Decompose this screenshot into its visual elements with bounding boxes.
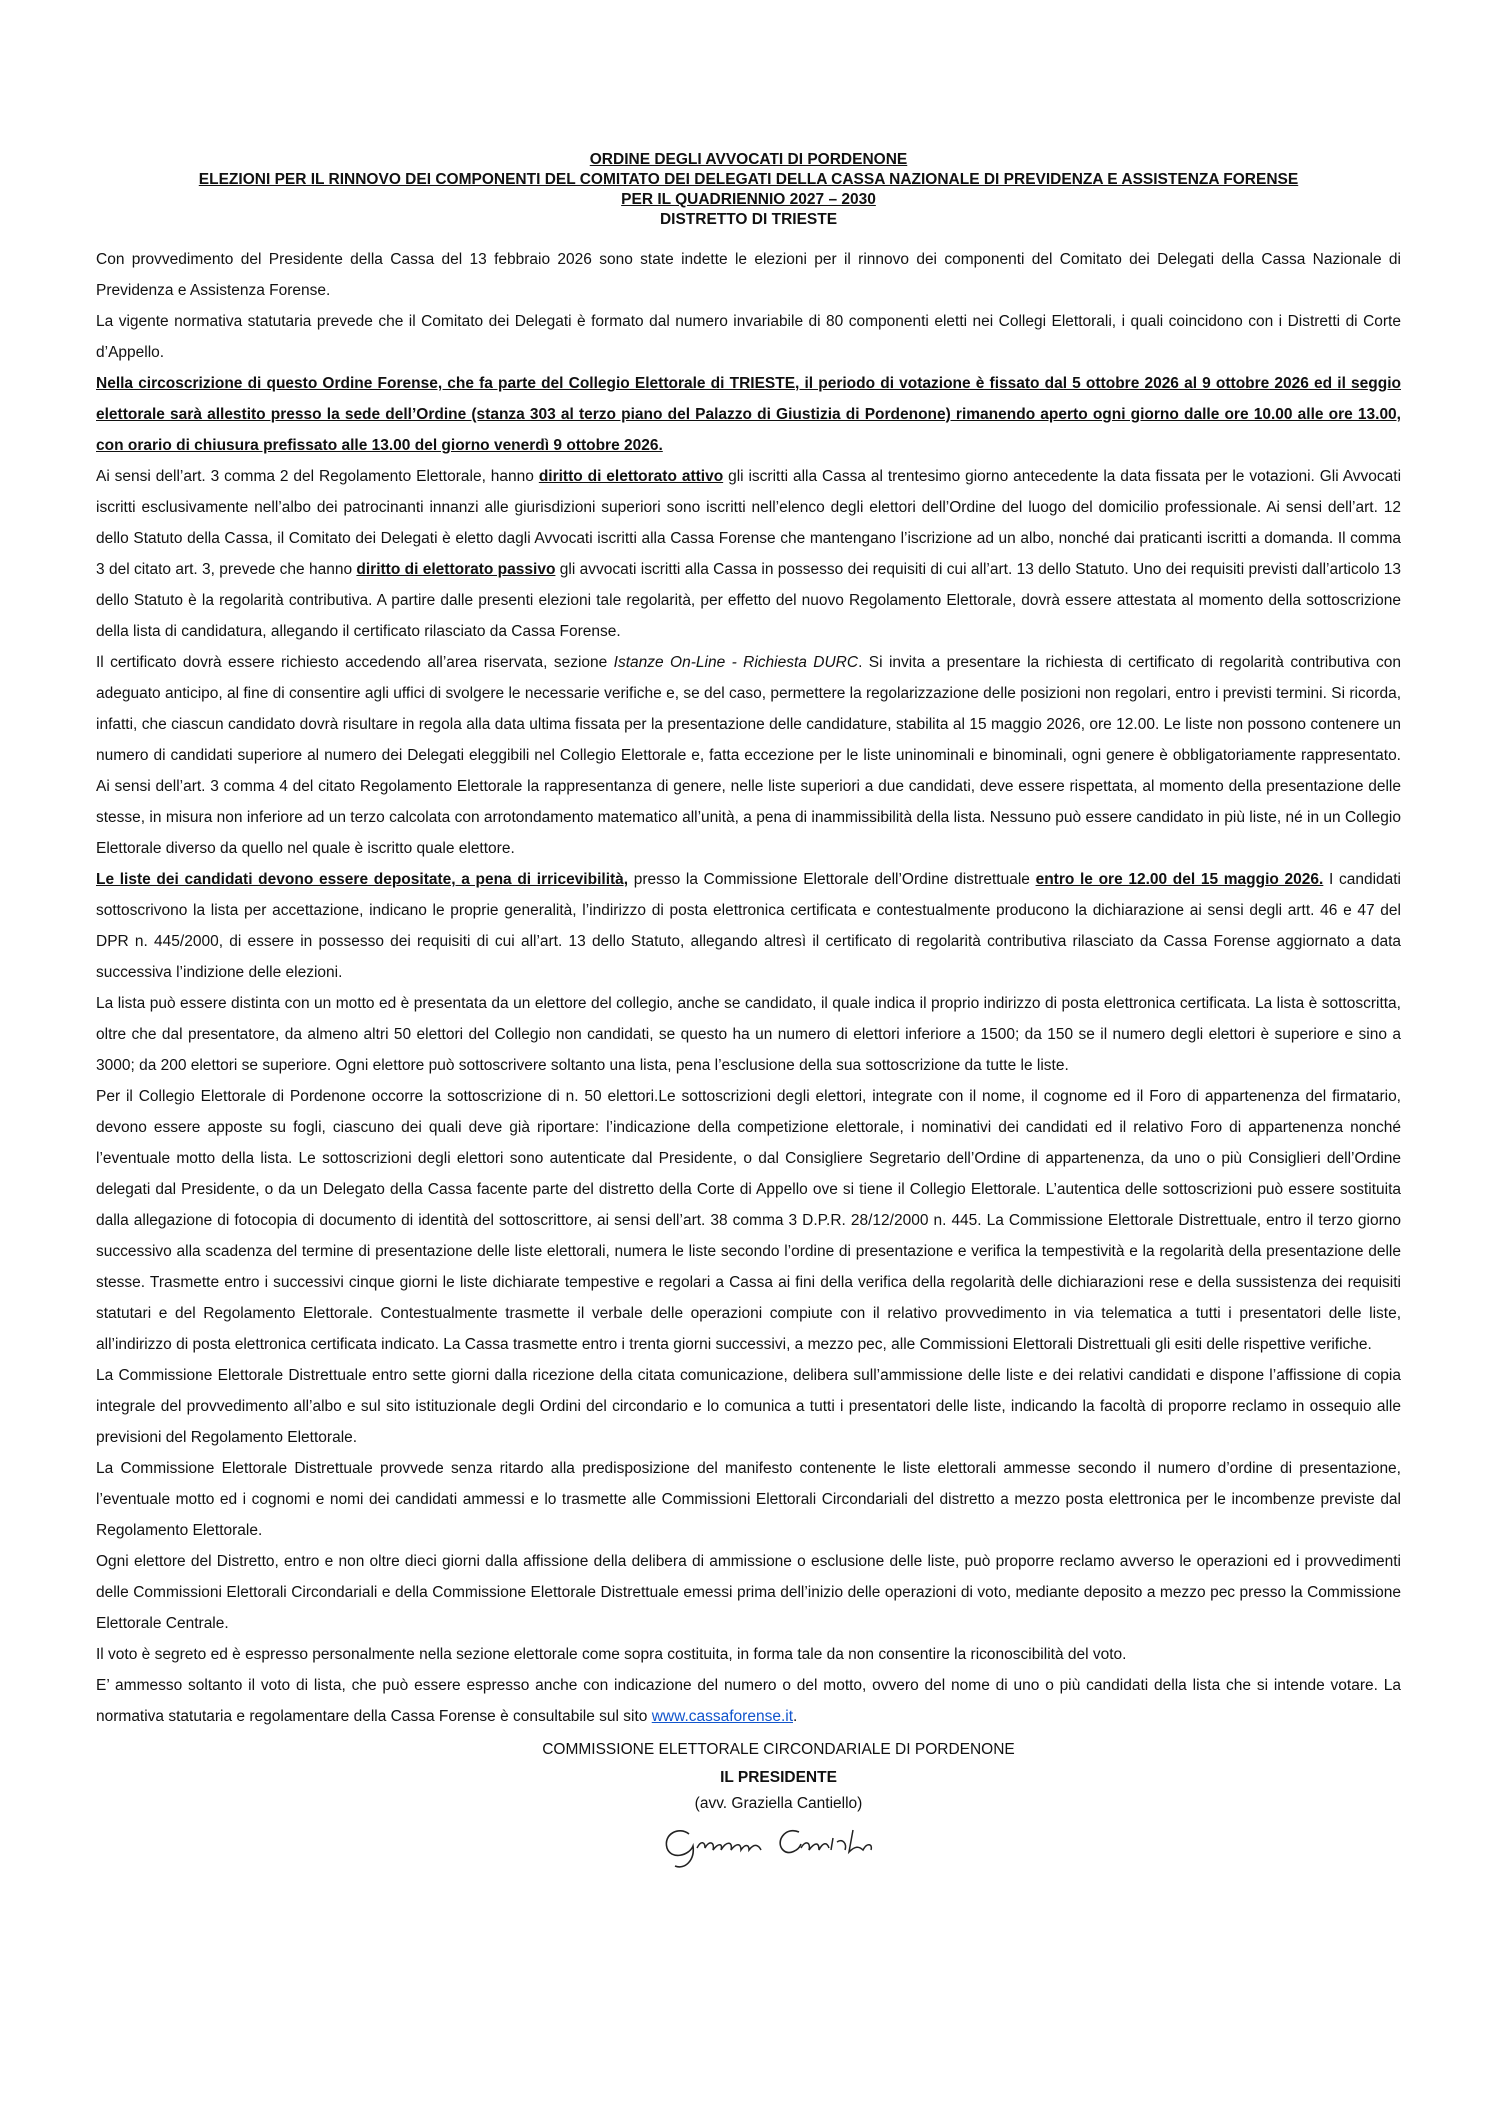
paragraph-12: Il voto è segreto ed è espresso personalmente nella sezione elettorale come sopra costituita, in forma tale da non consentire la riconoscibilità del voto. [96, 1646, 1127, 1663]
passive-electorate-emphasis: diritto di elettorato passivo [356, 561, 556, 578]
president-title: IL PRESIDENTE [720, 1769, 837, 1786]
paragraph-7: La lista può essere distinta con un motto ed è presentata da un elettore del collegio, anche se candidato, il quale indica il proprio indirizzo di posta elettronica certificata. La lista è sottoscritta, oltre che dal presentatore, da almeno altri 50 elettori del Collegio non candidati, se questo ha un numero di elettori inferiore a 1500; da 150 se il numero degli elettori è superiore e sino a 3000; da 200 elettori se superiore. Ogni elettore può sottoscrivere soltanto una lista, pena l’esclusione della sua sottoscrizione da tutte le liste. [96, 995, 1401, 1074]
text-segment: Il certificato dovrà essere richiesto accedendo all’area riservata, sezione [96, 654, 614, 671]
cassa-forense-link[interactable]: www.cassaforense.it [651, 1708, 793, 1725]
document-body [96, 244, 1401, 1732]
active-electorate-emphasis: diritto di elettorato attivo [538, 468, 724, 485]
paragraph-1: Con provvedimento del Presidente della Cassa del 13 febbraio 2026 sono state indette le elezioni per il rinnovo dei componenti del Comitato dei Delegati della Cassa Nazionale di Previdenza e Assistenza Forense. [96, 251, 1401, 299]
online-section-name: Istanze On-Line - Richiesta DURC [613, 654, 859, 671]
text-segment: presso la Commissione Elettorale dell’Ordine distrettuale [628, 871, 1036, 888]
paragraph-2: La vigente normativa statutaria prevede che il Comitato dei Delegati è formato dal numero invariabile di 80 componenti eletti nei Collegi Elettorali, i quali coincidono con i Distretti di Corte d’Appello. [96, 313, 1401, 361]
paragraph-electorate [96, 461, 1401, 647]
paragraph-11: Ogni elettore del Distretto, entro e non oltre dieci giorni dalla affissione della delibera di ammissione o esclusione delle liste, può proporre reclamo avverso le operazioni ed i provvedimenti delle Commissioni Elettorali Circondariali e della Commissione Elettorale Distrettuale emessi prima dell’inizio delle operazioni di voto, mediante deposito a mezzo pec presso la Commissione Elettorale Centrale. [96, 1553, 1401, 1632]
header-district: DISTRETTO DI TRIESTE [659, 211, 838, 228]
deposit-emphasis: Le liste dei candidati devono essere depositate, a pena di irricevibilità, [96, 871, 629, 888]
text-segment: Ai sensi dell’art. 3 comma 2 del Regolamento Elettorale, hanno [96, 468, 539, 485]
paragraph-13 [96, 1670, 1401, 1732]
document-page [96, 150, 1401, 1872]
paragraph-certificate [96, 647, 1401, 864]
document-header [96, 150, 1401, 230]
header-order-name: ORDINE DEGLI AVVOCATI DI PORDENONE [589, 151, 908, 168]
text-segment: E’ ammesso soltanto il voto di lista, che può essere espresso anche con indicazione del numero o del motto, ovvero del nome di uno o più candidati della lista che si intende votare. La normativa statutaria e regolamentare della Cassa Forense è consultabile sul sito [96, 1677, 1401, 1725]
text-segment: gli iscritti alla Cassa al trentesimo giorno antecedente la data fissata per le votazioni. Gli Avvocati iscritti esclusivamente nell’albo dei patrocinanti innanzi alle giurisdizioni superiori sono iscritti nell’elenco degli elettori dell’Ordine del luogo del domicilio professionale. Ai sensi dell’art. 12 dello Statuto della Cassa, il Comitato dei Delegati è eletto dagli Avvocati iscritti alla Cassa Forense che mantengano l’iscrizione ad un albo, nonché dai praticanti iscritti a domanda. Il comma 3 del citato art. 3, prevede che hanno [96, 468, 1402, 578]
text-segment: . [793, 1708, 798, 1725]
header-period: PER IL QUADRIENNIO 2027 – 2030 [621, 191, 876, 208]
president-name: (avv. Graziella Cantiello) [694, 1795, 863, 1812]
paragraph-lists-deposit [96, 864, 1401, 988]
paragraph-voting-period: Nella circoscrizione di questo Ordine Forense, che fa parte del Collegio Elettorale di TRIESTE, il periodo di votazione è fissato dal 5 ottobre 2026 al 9 ottobre 2026 ed il seggio elettorale sarà allestito presso la sede dell’Ordine (stanza 303 al terzo piano del Palazzo di Giustizia di Pordenone) rimanendo aperto ogni giorno dalle ore 10.00 alle ore 13.00, con orario di chiusura prefissato alle 13.00 del giorno venerdì 9 ottobre 2026. [96, 375, 1401, 454]
handwritten-signature [649, 1812, 909, 1872]
text-segment: . Si invita a presentare la richiesta di certificato di regolarità contributiva con adeguato anticipo, al fine di consentire agli uffici di svolgere le necessarie verifiche e, se del caso, permettere la regolarizzazione delle posizioni non regolari, entro i previsti termini. Si ricorda, infatti, che ciascun candidato dovrà risultare in regola alla data ultima fissata per la presentazione delle candidature, stabilita al 15 maggio 2026, ore 12.00. Le liste non possono contenere un numero di candidati superiore al numero dei Delegati eleggibili nel Collegio Elettorale e, fatta eccezione per le liste uninominali e binominali, ogni genere è obbligatoriamente rappresentato. Ai sensi dell’art. 3 comma 4 del citato Regolamento Elettorale la rappresentanza di genere, nelle liste superiori a due candidati, deve essere rispettata, al momento della presentazione delle stesse, in misura non inferiore ad un terzo calcolata con arrotondamento matematico all’unità, a pena di inammissibilità della lista. Nessuno può essere candidato in più liste, né in un Collegio Elettorale diverso da quello nel quale è iscritto quale elettore. [96, 654, 1401, 857]
text-segment: gli avvocati iscritti alla Cassa in possesso dei requisiti di cui all’art. 13 dello Statuto. Uno dei requisiti previsti dall’articolo 13 dello Statuto è la regolarità contributiva. A partire dalle presenti elezioni tale regolarità, per effetto del nuovo Regolamento Elettorale, dovrà essere attestata al momento della sottoscrizione della lista di candidatura, allegando il certificato rilasciato da Cassa Forense. [96, 561, 1402, 640]
header-election-title: ELEZIONI PER IL RINNOVO DEI COMPONENTI DEL COMITATO DEI DELEGATI DELLA CASSA NAZIONALE DI PREVIDENZA E ASSISTENZA FORENSE [198, 171, 1299, 188]
text-segment: I candidati sottoscrivono la lista per accettazione, indicano le proprie generalità, l’indirizzo di posta elettronica certificata e contestualmente producono la dichiarazione ai sensi degli artt. 46 e 47 del DPR n. 445/2000, di essere in possesso dei requisiti di cui all’art. 13 dello Statuto, allegando altresì il certificato di regolarità contributiva rilasciato da Cassa Forense aggiornato a data successiva l’indizione delle elezioni. [96, 871, 1401, 981]
paragraph-9: La Commissione Elettorale Distrettuale entro sette giorni dalla ricezione della citata comunicazione, delibera sull’ammissione delle liste e dei relativi candidati e dispone l’affissione di copia integrale del provvedimento all’albo e sul sito istituzionale degli Ordini del circondario e lo comunica a tutti i presentatori delle liste, indicando la facoltà di proporre reclamo in ossequio alle previsioni del Regolamento Elettorale. [96, 1367, 1401, 1446]
deadline-emphasis: entro le ore 12.00 del 15 maggio 2026. [1035, 871, 1324, 888]
paragraph-8: Per il Collegio Elettorale di Pordenone occorre la sottoscrizione di n. 50 elettori.Le sottoscrizioni degli elettori, integrate con il nome, il cognome ed il Foro di appartenenza del firmatario, devono essere apposte su fogli, ciascuno dei quali deve già riportare: l’indicazione della competizione elettorale, i nominativi dei candidati ed il relativo Foro di appartenenza nonché l’eventuale motto della lista. Le sottoscrizioni degli elettori sono autenticate dal Presidente, o dal Consigliere Segretario dell’Ordine di appartenenza, da uno o più Consiglieri dell’Ordine delegati dal Presidente, o da un Delegato della Cassa facente parte del distretto della Corte di Appello ove si tiene il Collegio Elettorale. L’autentica delle sottoscrizioni può essere sostituita dalla allegazione di fotocopia di documento di identità del sottoscrittore, ai sensi dell’art. 38 comma 3 D.P.R. 28/12/2000 n. 445. La Commissione Elettorale Distrettuale, entro il terzo giorno successivo alla scadenza del termine di presentazione delle liste elettorali, numera le liste secondo l’ordine di presentazione e verifica la tempestività e la regolarità della presentazione delle stesse. Trasmette entro i successivi cinque giorni le liste dichiarate tempestive e regolari a Cassa ai fini della verifica della regolarità delle dichiarazioni rese e della sussistenza dei requisiti statutari e del Regolamento Elettorale. Contestualmente trasmette il verbale delle operazioni compiute con il relativo provvedimento in via telematica a tutti i presentatori delle liste, all’indirizzo di posta elettronica certificata indicato. La Cassa trasmette entro i trenta giorni successivi, a mezzo pec, alle Commissioni Elettorali Distrettuali gli esiti delle rispettive verifiche. [96, 1088, 1401, 1353]
commission-name: COMMISSIONE ELETTORALE CIRCONDARIALE DI PORDENONE [542, 1741, 1015, 1758]
paragraph-10: La Commissione Elettorale Distrettuale provvede senza ritardo alla predisposizione del manifesto contenente le liste elettorali ammesse secondo il numero d’ordine di presentazione, l’eventuale motto ed i cognomi e nomi dei candidati ammessi e lo trasmette alle Commissioni Elettorali Circondariali del distretto a mezzo posta elettronica per le incombenze previste dal Regolamento Elettorale. [96, 1460, 1401, 1539]
signature-block [96, 1736, 1401, 1872]
